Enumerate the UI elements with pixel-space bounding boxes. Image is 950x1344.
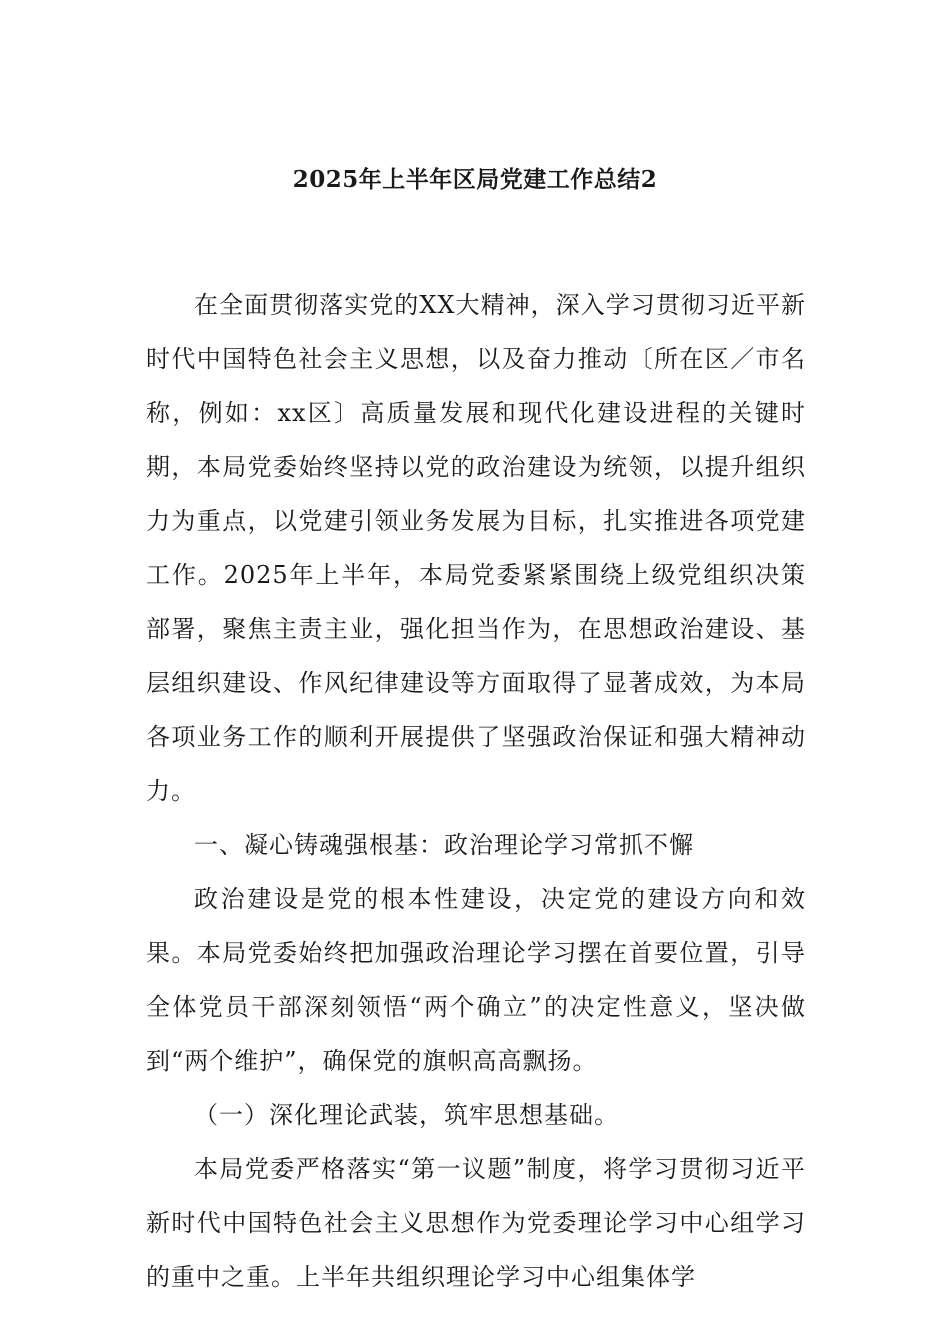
document-title: 2025年上半年区局党建工作总结2 bbox=[292, 166, 658, 193]
subsection-paragraph-1: 本局党委严格落实“第一议题”制度，将学习贯彻习近平新时代中国特色社会主义思想作为党委理论学习中心组学习的重中之重。上半年共组织理论学习中心组集体学 bbox=[146, 1155, 806, 1291]
section-heading-1: 一、凝心铸魂强根基：政治理论学习常抓不懈 bbox=[194, 831, 694, 859]
subsection-heading-1: （一）深化理论武装，筑牢思想基础。 bbox=[194, 1101, 619, 1129]
section-paragraph-1: 政治建设是党的根本性建设，决定党的建设方向和效果。本局党委始终把加强政治理论学习摆在首要位置，引导全体党员干部深刻领悟“两个确立”的决定性意义，坚决做到“两个维护”，确保党的旗帜高高飘扬。 bbox=[146, 885, 806, 1075]
document-body bbox=[146, 278, 806, 1304]
intro-paragraph: 在全面贯彻落实党的XX大精神，深入学习贯彻习近平新时代中国特色社会主义思想，以及奋力推动〔所在区／市名称，例如：xx区〕高质量发展和现代化建设进程的关键时期，本局党委始终坚持以党的政治建设为统领，以提升组织力为重点，以党建引领业务发展为目标，扎实推进各项党建工作。2025年上半年，本局党委紧紧围绕上级党组织决策部署，聚焦主责主业，强化担当作为，在思想政治建设、基层组织建设、作风纪律建设等方面取得了显著成效，为本局各项业务工作的顺利开展提供了坚强政治保证和强大精神动力。 bbox=[146, 291, 806, 805]
